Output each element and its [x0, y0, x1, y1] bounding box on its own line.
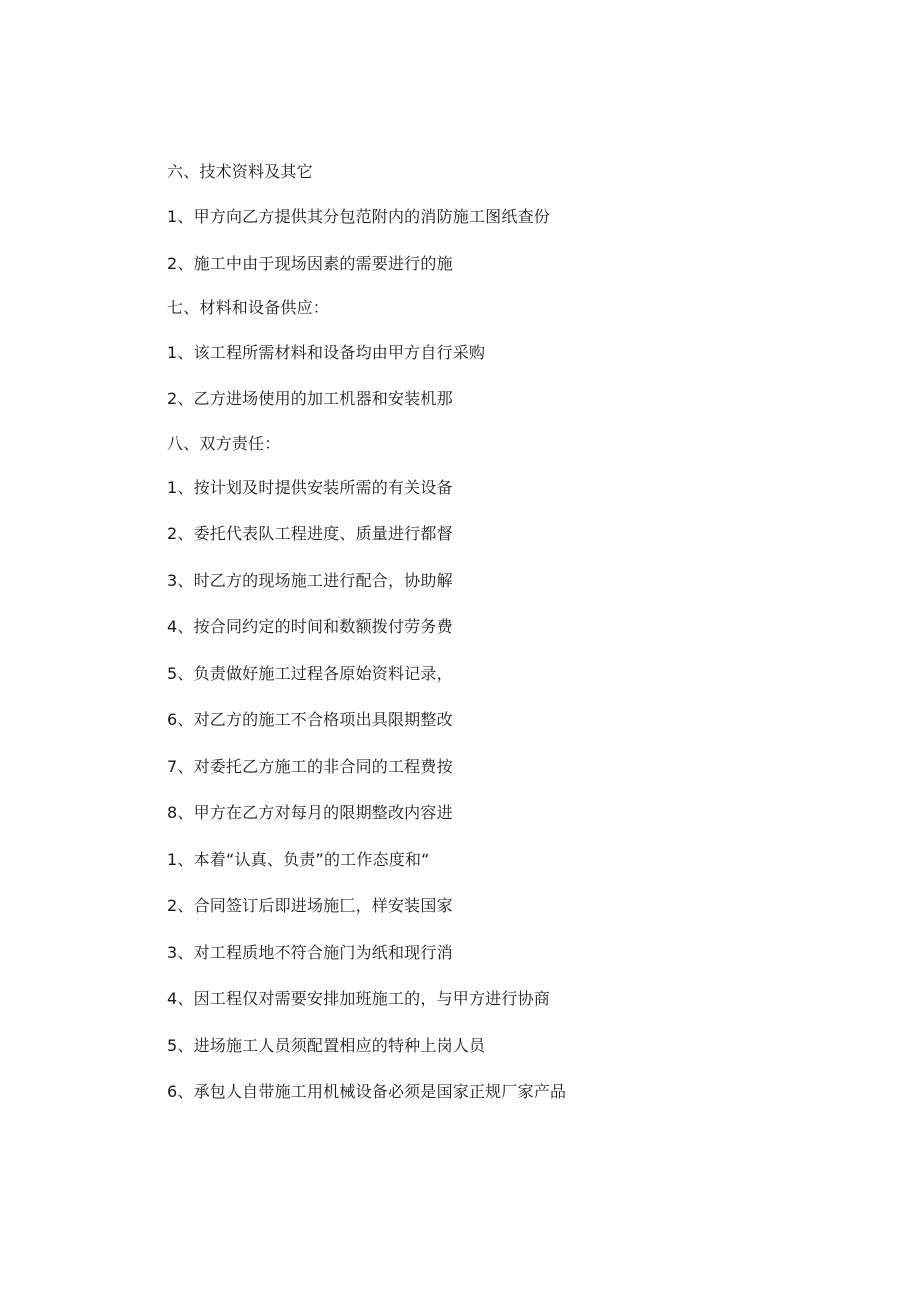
- paragraph-line: 4、按合同约定的时间和数额拨付劳务费: [167, 617, 453, 636]
- paragraph-line: 2、委托代表队工程进度、质量进行都督: [167, 524, 453, 543]
- section-heading-8: 八、双方责任：: [167, 434, 281, 453]
- paragraph-line: 5、负责做好施工过程各原始资料记录，: [167, 664, 453, 683]
- paragraph-line: 1、本着“认真、负责”的工作态度和“: [167, 850, 430, 869]
- paragraph-line: 8、甲方在乙方对每月的限期整改内容进: [167, 803, 453, 822]
- paragraph-line: 1、按计划及时提供安装所需的有关设备: [167, 478, 453, 497]
- paragraph-line: 2、乙方进场使用的加工机器和安装机那: [167, 389, 453, 408]
- paragraph-line: 2、施工中由于现场因素的需要进行的施: [167, 254, 453, 273]
- paragraph-line: 3、对工程质地不符合施门为纸和现行消: [167, 943, 453, 962]
- paragraph-line: 1、该工程所需材料和设备均由甲方自行采购: [167, 343, 486, 362]
- paragraph-line: 7、对委托乙方施工的非合同的工程费按: [167, 757, 453, 776]
- section-heading-7: 七、材料和设备供应：: [167, 298, 330, 317]
- paragraph-line: 3、时乙方的现场施工进行配合，协助解: [167, 571, 453, 590]
- paragraph-line: 2、合同签订后即进场施匚，样安装国家: [167, 896, 453, 915]
- paragraph-line: 4、因工程仅对需要安排加班施工的，与甲方进行协商: [167, 989, 550, 1008]
- paragraph-line: 6、对乙方的施工不合格项出具限期整改: [167, 710, 453, 729]
- paragraph-line: 1、甲方向乙方提供其分包范附内的消防施工图纸查份: [167, 207, 550, 226]
- paragraph-line: 6、承包人自带施工用机械设备必须是国家正规厂家产品: [167, 1082, 567, 1101]
- paragraph-line: 5、进场施工人员须配置相应的特种上岗人员: [167, 1036, 486, 1055]
- section-heading-6: 六、技术资料及其它: [167, 162, 313, 181]
